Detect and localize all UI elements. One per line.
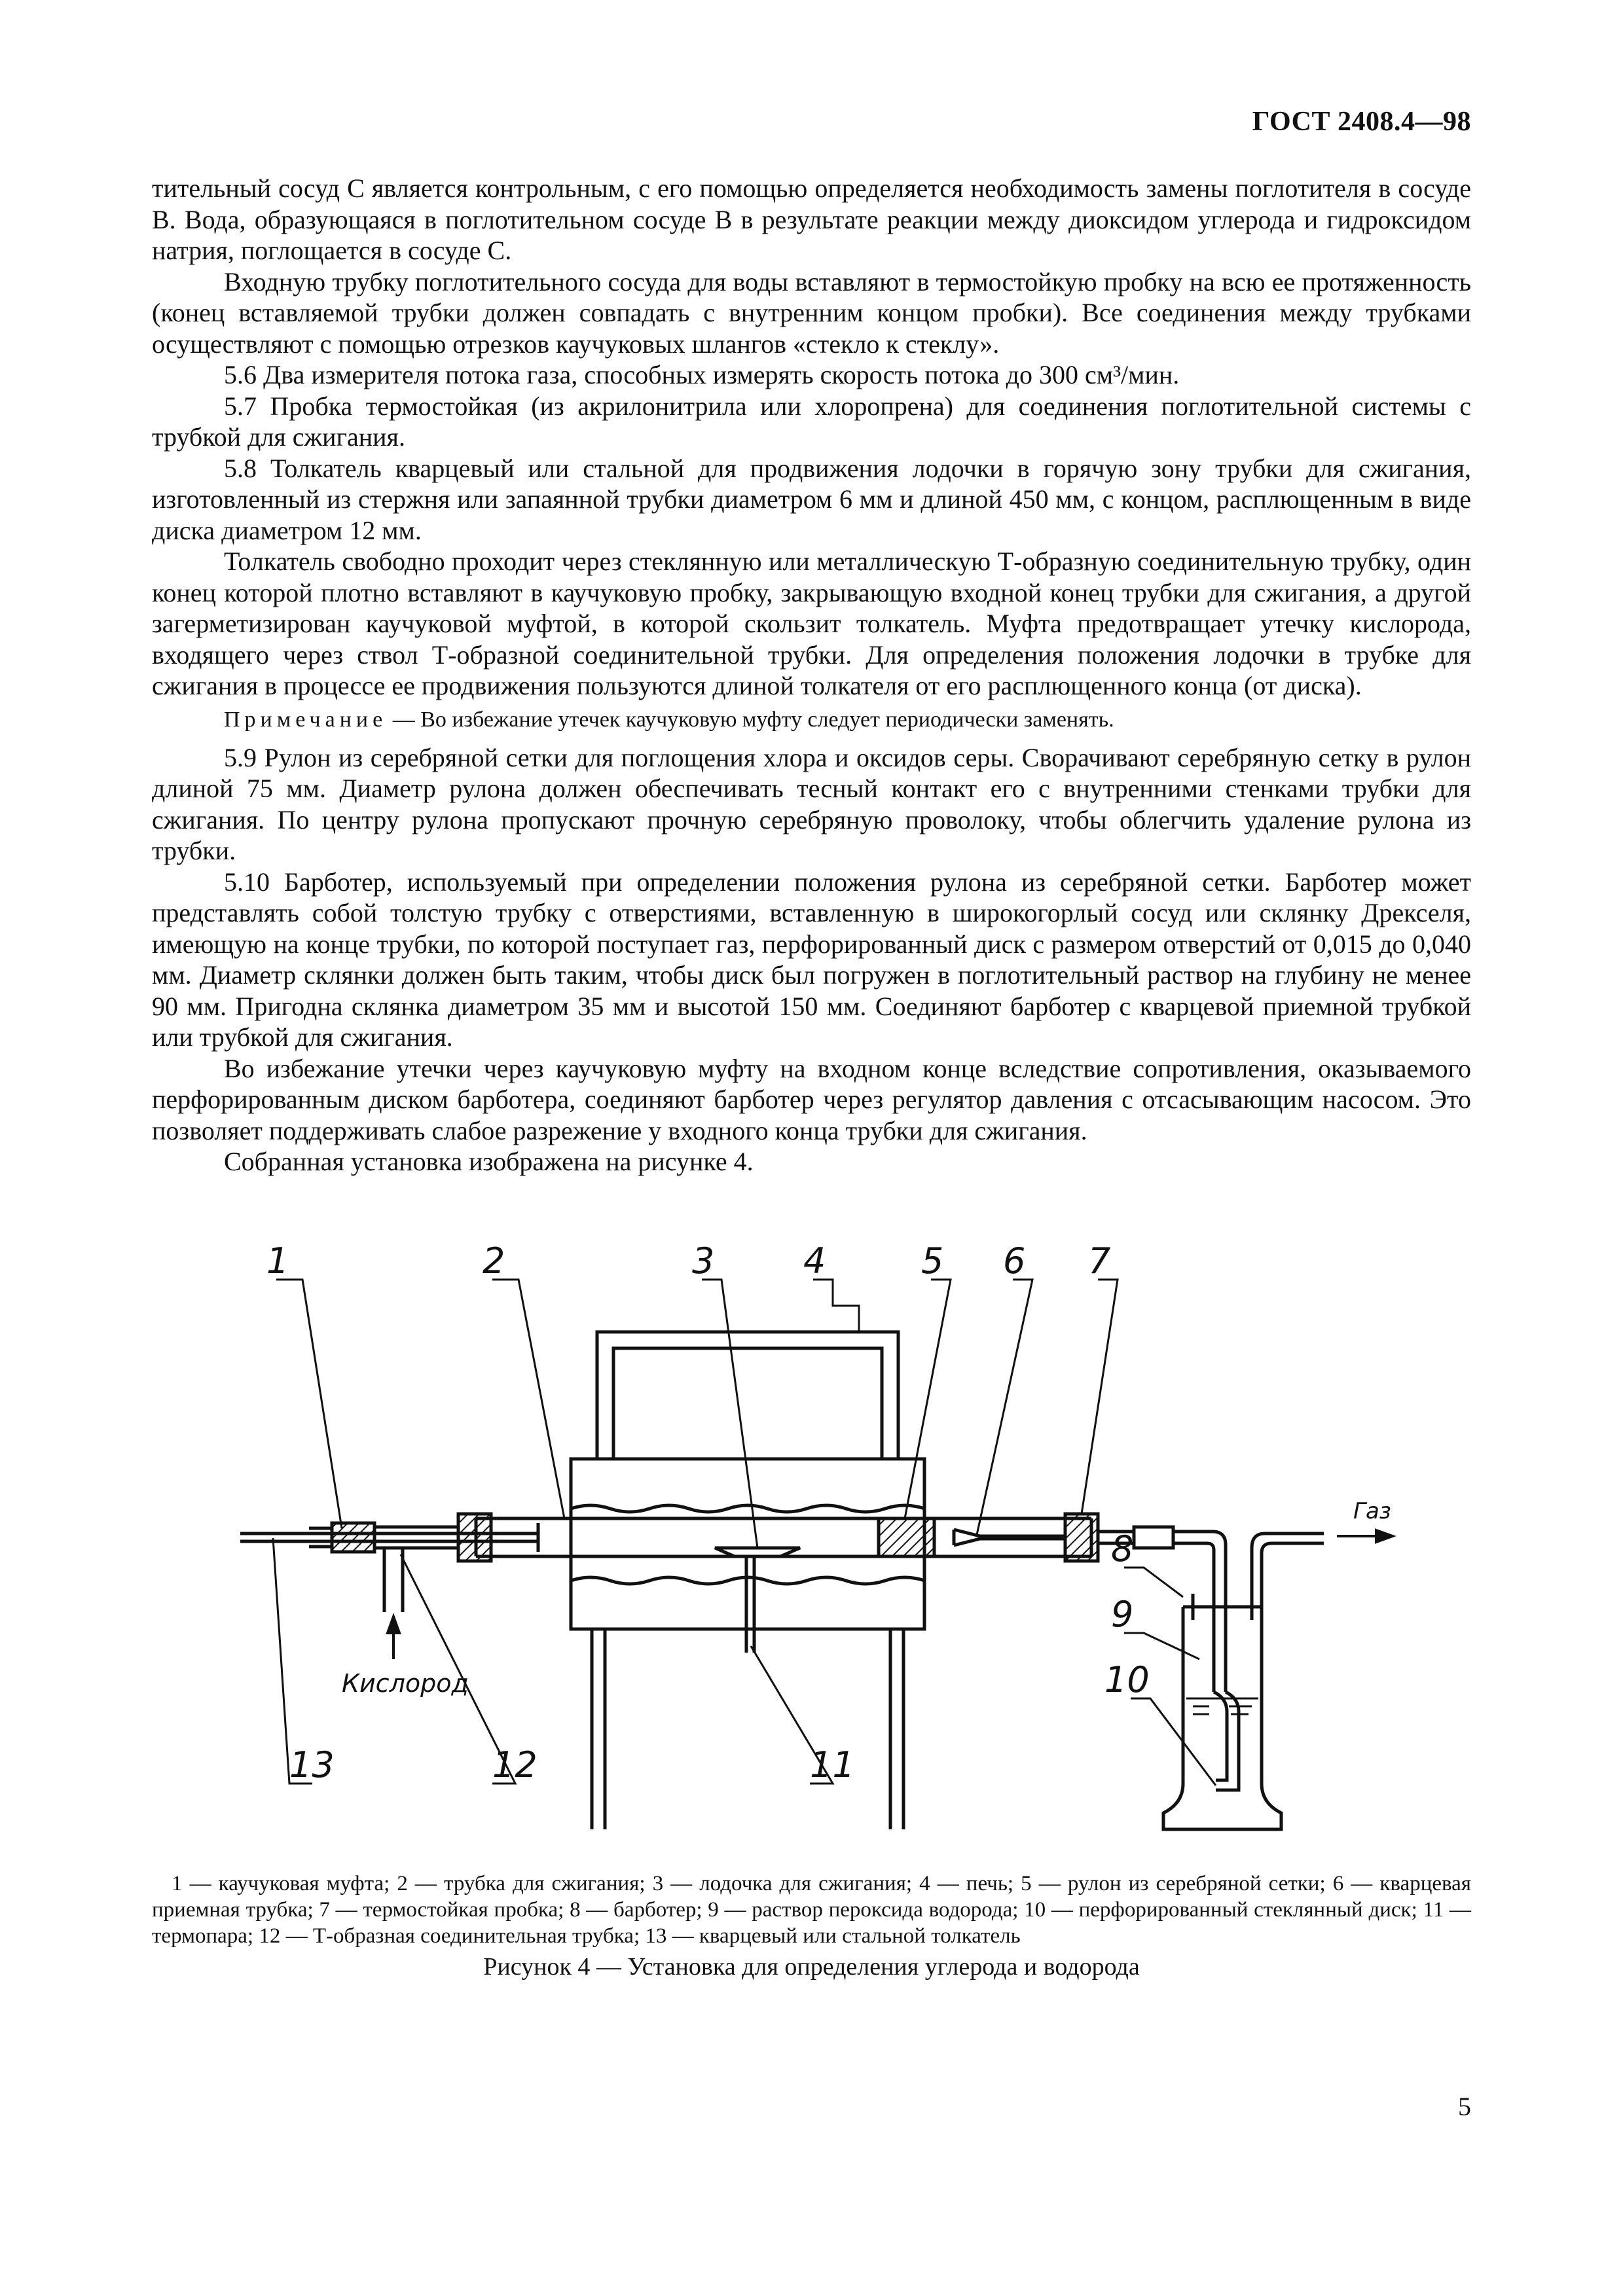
paragraph: 5.9 Рулон из серебряной сетки для поглощения хлора и оксидов серы. Сворачивают серебряную сетку в рулон длиной 75 мм. Диаметр рулона должен обеспечивать тесный контакт его с внутренними стенками трубки для сжигания. По центру рулона пропускают прочную серебряную проволоку, чтобы облегчить удаление рулона из трубки. bbox=[152, 742, 1471, 865]
paragraph: Толкатель свободно проходит через стеклянную или металлическую Т-образную соединительную трубку, один конец которой плотно вставляют в каучуковую пробку, закрывающую входной конец трубки для сжигания, а другой загерметизирован каучуковой муфтой, в которой скользит толкатель. Муфта предотвращает утечку кислорода, входящего через ствол Т-образной соединительной трубки. Для определения положения лодочки в трубке для сжигания в процессе ее продвижения пользуются длиной толкателя от его расплющенного конца (от диска). bbox=[152, 547, 1471, 700]
label-2: 2 bbox=[483, 1240, 505, 1282]
paragraph: 5.10 Барботер, используемый при определении положения рулона из серебряной сетки. Барботер может представлять собой толстую трубку с отверстиями, вставленную в широкогорлый сосуд или склянку Дрекселя, имеющую на конце трубки, по которой поступает газ, перфорированный диск с размером отверстий от 0,015 до 0,040 мм. Диаметр склянки должен быть таким, чтобы диск был погружен в поглотительный раствор на глубину не менее 90 мм. Пригодна склянка диаметром 35 мм и высотой 150 мм. Соединяют барботер с кварцевой приемной трубкой или трубкой для сжигания. bbox=[152, 867, 1471, 1052]
oxygen-label: Кислород bbox=[342, 1669, 469, 1698]
combustion-boat bbox=[715, 1548, 800, 1556]
label-11: 11 bbox=[810, 1744, 855, 1785]
label-12: 12 bbox=[492, 1744, 538, 1785]
label-3: 3 bbox=[692, 1240, 715, 1282]
page-number: 5 bbox=[1458, 2092, 1471, 2121]
label-6: 6 bbox=[1003, 1240, 1026, 1282]
paragraph: 5.6 Два измерителя потока газа, способных измерять скорость потока до 300 см³/мин. bbox=[224, 360, 1180, 389]
paragraph: Собранная установка изображена на рисунке 4. bbox=[224, 1147, 754, 1176]
body-text bbox=[152, 173, 1471, 1177]
paragraph: 5.8 Толкатель кварцевый или стальной для продвижения лодочки в горячую зону трубки для сжигания, изготовленный из стержня или запаянной трубки диаметром 6 мм и длиной 450 мм, с концом, расплющенным в виде диска диаметром 12 мм. bbox=[152, 453, 1471, 545]
rubber-stopper-left bbox=[458, 1514, 491, 1561]
label-10: 10 bbox=[1104, 1659, 1150, 1700]
paragraph: тительный сосуд C является контрольным, с его помощью определяется необходимость замены поглотителя в сосуде B. Вода, образующаяся в поглотительном сосуде B в результате реакции между диоксидом углерода и гидроксидом натрия, поглощается в сосуде C. bbox=[152, 173, 1471, 265]
silver-gauze-roll bbox=[879, 1518, 934, 1556]
paragraph: 5.7 Пробка термостойкая (из акрилонитрила или хлоропрена) для соединения поглотительной системы с трубкой для сжигания. bbox=[152, 391, 1471, 452]
gas-label: Газ bbox=[1353, 1498, 1391, 1524]
furnace-frame bbox=[597, 1332, 898, 1459]
figure-caption: Рисунок 4 — Установка для определения углерода и водорода bbox=[483, 1953, 1140, 1981]
label-4: 4 bbox=[803, 1240, 826, 1282]
bubbler bbox=[1163, 1607, 1281, 1829]
rubber-sleeve bbox=[332, 1523, 374, 1552]
receiving-tube bbox=[954, 1530, 1065, 1545]
paragraph: Входную трубку поглотительного сосуда для воды вставляют в термостойкую пробку на всю ее протяженность (конец вставляемой трубки должен совпадать с внутренним концом пробки). Все соединения между трубками осуществляют с помощью отрезков каучуковых шлангов «стекло к стеклу». bbox=[152, 266, 1471, 359]
label-1: 1 bbox=[266, 1240, 289, 1282]
stopper-right bbox=[1065, 1514, 1098, 1561]
thermocouple bbox=[746, 1556, 754, 1653]
note bbox=[152, 706, 1471, 734]
label-13: 13 bbox=[289, 1744, 335, 1785]
label-8: 8 bbox=[1111, 1528, 1134, 1570]
legend-text: 1 — каучуковая муфта; 2 — трубка для сжигания; 3 — лодочка для сжигания; 4 — печь; 5 — рулон из серебряной сетки; 6 — кварцевая приемная трубка; 7 — термостойкая пробка; 8 — барботер; 9 — раствор пероксида водорода; 10 — перфорированный стеклянный диск; 11 — термопара; 12 — Т-образная соединительная трубка; 13 — кварцевый или стальной толкатель bbox=[152, 1872, 1471, 1948]
paragraph: Во избежание утечки через каучуковую муфту на входном конце вследствие сопротивления, оказываемого перфорированным диском барботера, соединяют барботер через регулятор давления с отсасывающим насосом. Это позволяет поддерживать слабое разрежение у входного конца трубки для сжигания. bbox=[152, 1053, 1471, 1145]
figure-legend bbox=[152, 1871, 1471, 1949]
label-5: 5 bbox=[921, 1240, 944, 1282]
figure-apparatus bbox=[152, 1240, 1471, 1862]
label-9: 9 bbox=[1111, 1594, 1134, 1635]
label-7: 7 bbox=[1088, 1240, 1111, 1282]
furnace-legs bbox=[592, 1629, 903, 1829]
document-header: ГОСТ 2408.4—98 bbox=[1252, 107, 1471, 137]
note-text: — Во избежание утечек каучуковую муфту следует периодически заменять. bbox=[387, 707, 1114, 732]
note-label: Примечание bbox=[224, 707, 388, 732]
